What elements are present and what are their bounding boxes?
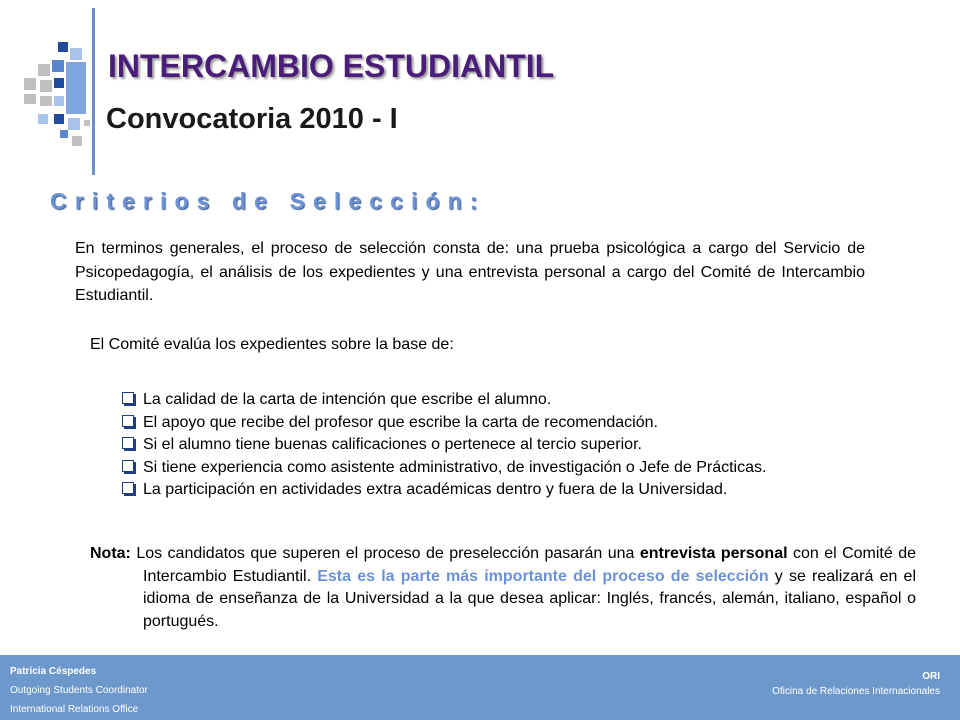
decor-square bbox=[66, 62, 86, 114]
note-emphasis: entrevista personal bbox=[639, 545, 788, 562]
footer-role: Outgoing Students Coordinator bbox=[10, 685, 148, 696]
footer-contact bbox=[10, 662, 148, 719]
decor-square bbox=[84, 120, 90, 126]
note-text: Los candidatos que superen el proceso de preselección pasarán una bbox=[130, 545, 640, 562]
decor-square bbox=[24, 94, 36, 104]
decor-square bbox=[40, 96, 52, 106]
decor-square bbox=[38, 114, 48, 124]
decor-square bbox=[38, 64, 50, 76]
intro-paragraph: En terminos generales, el proceso de selección consta de: una prueba psicológica a cargo del Servicio de Psicopedagogía, el análisis de los expedientes y una entrevista personal a cargo del Comité de Intercambio Estudiantil. bbox=[75, 240, 865, 304]
decor-square bbox=[60, 130, 68, 138]
footer-office: International Relations Office bbox=[10, 704, 139, 715]
criteria-item-text: El apoyo que recibe del profesor que escribe la carta de recomendación. bbox=[143, 413, 658, 431]
footer-name: Patricia Céspedes bbox=[10, 666, 97, 677]
decorative-squares-logo bbox=[0, 0, 120, 170]
page-title: INTERCAMBIO ESTUDIANTIL bbox=[108, 48, 555, 84]
criteria-item bbox=[122, 457, 766, 480]
footer-organization bbox=[772, 669, 940, 699]
decor-square bbox=[72, 136, 82, 146]
decor-square bbox=[70, 48, 82, 60]
decor-square bbox=[40, 80, 52, 92]
criteria-item-text: Si tiene experiencia como asistente administrativo, de investigación o Jefe de Prácticas. bbox=[143, 458, 767, 476]
decor-square bbox=[58, 42, 68, 52]
criteria-lead: El Comité evalúa los expedientes sobre la base de: bbox=[90, 336, 454, 353]
decor-square bbox=[68, 118, 80, 130]
decor-square bbox=[54, 96, 64, 106]
decor-square bbox=[52, 60, 64, 72]
decor-square bbox=[54, 78, 64, 88]
note-paragraph bbox=[90, 543, 916, 633]
title-accent-line bbox=[92, 8, 95, 175]
decor-square bbox=[54, 114, 64, 124]
criteria-item-text: La calidad de la carta de intención que escribe el alumno. bbox=[143, 391, 552, 408]
checkbox-bullet-icon bbox=[122, 482, 134, 494]
checkbox-bullet-icon bbox=[122, 437, 134, 449]
criteria-item-text: Si el alumno tiene buenas calificaciones o pertenece al tercio superior. bbox=[143, 436, 642, 453]
footer-bar bbox=[0, 655, 960, 720]
criteria-item-text: La participación en actividades extra académicas dentro y fuera de la Universidad. bbox=[143, 481, 728, 498]
section-heading: Criterios de Selección: bbox=[50, 188, 486, 214]
checkbox-bullet-icon bbox=[122, 460, 134, 472]
note-text: y se realizará en el idioma de enseñanza de la Universidad a la que desea aplicar: Inglés, francés, alemán, italiano, español o portugués. bbox=[143, 567, 917, 630]
note-highlight: Esta es la parte más importante del proceso de selección bbox=[317, 567, 769, 585]
checkbox-bullet-icon bbox=[122, 392, 134, 404]
criteria-item bbox=[122, 479, 766, 502]
page-subtitle: Convocatoria 2010 - I bbox=[106, 103, 398, 135]
criteria-item bbox=[122, 412, 766, 435]
checkbox-bullet-icon bbox=[122, 415, 134, 427]
criteria-list bbox=[122, 389, 766, 502]
criteria-item bbox=[122, 389, 766, 412]
footer-org-name: Oficina de Relaciones Internacionales bbox=[772, 686, 940, 697]
note-text: con el Comité de Intercambio Estudiantil. bbox=[143, 545, 916, 585]
criteria-item bbox=[122, 434, 766, 457]
decor-square bbox=[24, 78, 36, 90]
note-label: Nota: bbox=[90, 545, 131, 562]
footer-org-abbr: ORI bbox=[922, 671, 940, 682]
